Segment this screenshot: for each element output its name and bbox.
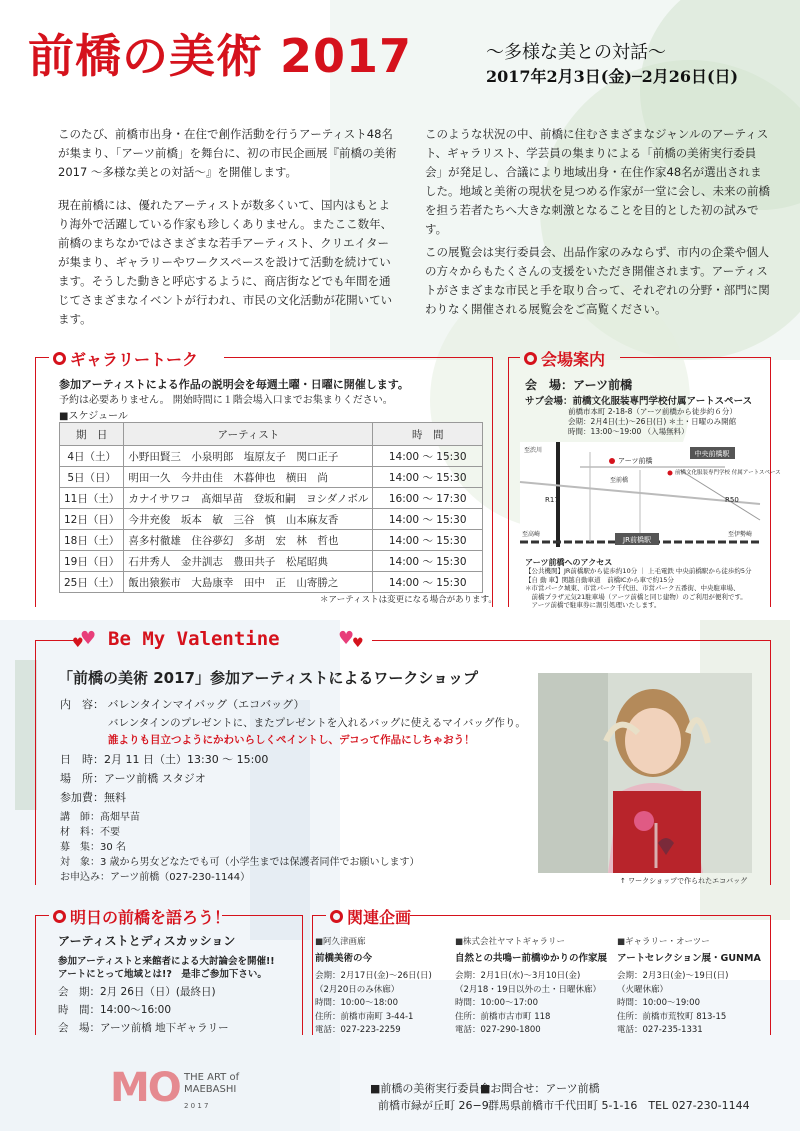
info-value: アーツ前橋 スタジオ [104,772,206,785]
map-label: JR前橋駅 [623,536,651,544]
table-cell-artists: 飯出猿猴市 大島康幸 田中 正 山寄勝之 [124,572,373,593]
logo: MO [110,1065,180,1111]
ring-icon [53,910,66,923]
related-name: アートセレクション展・GUNMA [617,953,761,964]
section-heading: 会場案内 [541,350,606,369]
heart-icon: ♥ [338,628,355,649]
table-row [60,530,483,551]
info-label: 時 間： [58,1004,100,1016]
contact-address: 群馬県前橋市千代田町 5-1-16 TEL 027-230-1144 [488,1099,750,1112]
organizer: ■前橋の美術実行委員会 [370,1082,491,1095]
related-line: 会期：2月17日(金)〜26日(日) [315,971,432,981]
table-cell-time: 14:00 〜 15:30 [373,551,483,572]
divider [410,915,770,916]
workshop-info [60,752,268,809]
table-row [60,488,483,509]
related-title [330,905,411,928]
ring-icon [524,352,537,365]
heart-icon: ♥ [80,628,97,649]
venue-line: 前橋市本町 2-18-8（アーツ前橋から徒歩約６分） [568,407,737,416]
discussion-info [58,984,229,1038]
heart-icon: ♥ [352,636,364,651]
logo-text [184,1072,239,1112]
intro-paragraph: この展覧会は実行委員会、出品作家のみならず、市内の企業や個人の方々からもたくさんの支援をいただき開催されます。アーティストがさまざまな市民と手を取り合って、それぞれの分野・部門に関わりなく開催される展覧会をご高覧ください。 [425,245,770,316]
schedule-footnote: ＊アーティストは変更になる場合があります。 [320,595,497,605]
page-subtitle: 〜多様な美との対話〜 [486,42,666,63]
column-header: 時 間 [373,423,483,446]
contact: ■お問合せ：アーツ前橋 [480,1082,600,1095]
table-cell-time: 14:00 〜 15:30 [373,446,483,467]
logo-year: 2 0 1 7 [184,1102,209,1110]
intro-paragraph: このたび、前橋市出身・在住で創作活動を行うアーティスト48名が集まり、「アーツ前橋」を舞台に、初の市民企画展『前橋の美術 2017 〜多様な美との対話〜』を開催します。 [58,127,397,179]
access-map[interactable] [520,442,781,554]
info-value: 無料 [104,791,126,804]
info-label: 会 期： [58,986,100,998]
table-header-row [60,423,483,446]
info-value: 14:00〜16:00 [100,1004,172,1016]
related-name: 前橋美術の今 [315,953,373,964]
access-title: アーツ前橋へのアクセス [525,558,613,567]
related-line: （2月18・19日以外の土・日曜休廊） [455,984,602,995]
divider [222,915,302,916]
table-cell-date: 11日（土） [60,488,124,509]
discussion-lead: 参加アーティストと来館者による大討論会を開催!! [58,956,275,967]
info-value: アーツ前橋 地下ギャラリー [100,1022,229,1034]
info-value: 髙畑早苗 [100,812,140,823]
venue-sub-details [568,407,737,437]
info-label: 講 師： [60,812,100,823]
divider [770,357,771,607]
heart-icon: ♥ [72,636,84,651]
map-label: R17 [545,496,559,504]
related-venue: ■株式会社ヤマトギャラリー [455,937,566,947]
table-row [60,551,483,572]
access-line: 【公共機関】JR前橋駅から徒歩約10分 ｜ 上毛電鉄 中央前橋駅から徒歩約5分 [525,567,752,575]
divider [35,915,49,916]
info-label: 募 集： [60,842,100,853]
gallery-talk-note: 予約は必要ありません。 開始時間に１階会場入口までお集まりください。 [59,395,393,406]
table-cell-time: 14:00 〜 15:30 [373,467,483,488]
section-heading: ギャラリートーク [70,350,199,369]
school-marker [668,471,673,476]
info-value: 2月 26日（日）(最終日) [100,986,216,998]
section-heading: 関連企画 [347,908,412,927]
page-title: 前橋の美術 2017 [28,29,413,83]
divider [508,357,520,358]
logo-line: MAEBASHI [184,1084,237,1095]
info-label: 参加費： [60,791,104,804]
venue-sub: サブ会場：前橋文化服装専門学校付属アートスペース [525,396,753,407]
table-cell-artists: 喜多村徹雄 住谷夢幻 多胡 宏 林 哲也 [124,530,373,551]
table-cell-date: 19日（日） [60,551,124,572]
column-header: 期 日 [60,423,124,446]
access-line: ＊市営パーク城東、市営パーク千代田、市営パーク五番街、中央駐車場、 [525,584,740,592]
divider [35,357,36,607]
organizer-address: 前橋市緑が丘町 26−9 [378,1099,489,1112]
related-venue: ■ギャラリー・オーツー [617,937,710,947]
divider [620,357,770,358]
info-label: 日 時： [60,753,104,766]
ring-icon [330,910,343,923]
map-label: 至伊勢崎 [728,531,753,538]
related-line: 会期：2月1日(水)〜3月10日(金) [455,971,581,981]
divider [372,640,770,641]
map-label: 至前橋 [610,477,629,484]
divider [35,640,75,641]
discussion-title [53,905,230,928]
info-label: 会 場： [58,1022,100,1034]
table-cell-date: 5日（日） [60,467,124,488]
related-line: 時間：10:00〜18:00 [315,998,398,1008]
related-line: 住所：前橋市荒牧町 813-15 [617,1011,727,1022]
workshop-headline: 「前橋の美術 2017」参加アーティストによるワークショップ [58,669,479,687]
valentine-banner: Be My Valentine [108,628,280,650]
table-cell-time: 14:00 〜 15:30 [373,509,483,530]
discussion-subtitle: アーティストとディスカッション [58,934,236,948]
table-cell-artists: 石井秀人 金井訓志 豊田共子 松尾昭典 [124,551,373,572]
related-line: 電話：027-235-1331 [617,1025,703,1035]
venue-line: 会期：2月4日(土)〜26日(日) ＊土・日曜のみ開館 [568,417,737,426]
workshop-content [60,697,304,713]
table-cell-date: 12日（日） [60,509,124,530]
schedule-body [60,446,483,593]
access-line: 【自 動 車】関越自動車道 前橋ICから車で約15分 [525,575,674,584]
info-label: 場 所： [60,772,104,785]
ring-icon [53,352,66,365]
info-label: 内 容： [60,698,104,711]
table-cell-artists: 今井充俊 坂本 敏 三谷 慎 山本麻友香 [124,509,373,530]
info-label: 対 象： [60,857,100,868]
info-value: 2月 11 日（土）13:30 〜 15:00 [104,753,269,766]
related-line: 時間：10:00〜19:00 [617,998,700,1008]
related-venue: ■阿久津画廊 [315,937,366,947]
discussion-lead: アートにとって地域とは!? 是非ご参加下さい。 [58,969,267,980]
table-row [60,467,483,488]
related-line: 会期：2月3日(金)〜19日(日) [617,971,729,981]
info-label: お申込み： [60,872,110,883]
divider [312,915,326,916]
workshop-desc: バレンタインのプレゼントに、またプレゼントを入れるバッグに使えるマイバッグ作り。 [108,717,526,729]
table-cell-date: 4日（土） [60,446,124,467]
map-label: 前橋文化服装専門学校 付属アートスペース [675,470,781,476]
map-label: R50 [725,496,739,504]
access-line: アーツ前橋で駐車券に割引処理いたします。 [525,601,661,609]
schedule-label: ■スケジュール [59,411,128,422]
venue-main: 会 場：アーツ前橋 [525,378,633,392]
photo-caption: ↑ ワークショップで作られたエコバッグ [620,877,748,885]
venue-title [524,347,605,370]
column-header: アーティスト [124,423,373,446]
divider [35,357,49,358]
related-name: 自然との共鳴ー前橋ゆかりの作家展 [455,953,608,964]
divider [770,640,771,885]
schedule-table [59,422,483,593]
table-cell-artists: 小野田賢三 小泉明郎 塩原友子 関口正子 [124,446,373,467]
table-cell-date: 18日（土） [60,530,124,551]
related-item [315,935,465,1038]
table-cell-time: 14:00 〜 15:30 [373,530,483,551]
divider [302,915,303,1035]
table-cell-artists: カナイサワコ 髙畑早苗 登坂和嗣 ヨシダノボル [124,488,373,509]
info-value: 3 歳から男女どなたでも可（小学生までは保護者同伴でお願いします） [100,857,420,868]
info-value: 不要 [100,827,120,838]
divider [224,357,492,358]
divider [35,915,36,1035]
intro-left [58,125,398,343]
related-item [617,935,767,1038]
divider [508,357,509,607]
info-value: 30 名 [100,842,126,853]
workshop-photo [538,673,752,873]
table-cell-artists: 明田一久 今井由佳 木暮伸也 横田 尚 [124,467,373,488]
info-value: バレンタインマイバッグ（エコバッグ） [107,698,305,711]
intro-paragraph: 現在前橋には、優れたアーティストが数多くいて、国内はもとより海外で活躍している作家も珍しくありません。またここ数年、前橋のまちなかではさまざまな若手アーティスト、クリエイターが集まり、ギャラリーやワークスペースを設けて活動を続けています。そうした動きと呼応するように、商店街などでも年間を通じてさまざまなイベントが行われ、市民の文化活動が花開いています。 [58,198,393,326]
venue-line: 時間：13:00〜19:00 （入場無料） [568,427,689,436]
girl-with-bag-illustration [538,673,752,873]
divider [312,915,313,1035]
gallery-talk-title [53,347,198,370]
gallery-talk-lead: 参加アーティストによる作品の説明会を毎週土曜・日曜に開催します。 [59,378,409,391]
table-cell-time: 16:00 〜 17:30 [373,488,483,509]
info-value: アーツ前橋（027-230-1144） [110,872,251,883]
divider [492,357,493,607]
workshop-info-2 [60,810,420,885]
map-label: 至高崎 [522,531,541,538]
related-line: 住所：前橋市南町 3-44-1 [315,1011,414,1022]
arts-marker [609,458,615,464]
related-line: 電話：027-290-1800 [455,1025,541,1035]
info-label: 材 料： [60,827,100,838]
related-line: 時間：10:00〜17:00 [455,998,538,1008]
intro-paragraph: このような状況の中、前橋に住むさまざまなジャンルのアーティスト、ギャラリスト、学芸員の集まりによる「前橋の美術実行委員会」が発足し、合議により地域出身・在住作家48名が選出されました。地域と美術の現状を見つめる作家が一堂に会し、未来の前橋を担う若者たちへ大きな刺激となることを目的とした初の試みです。 [425,127,770,236]
access-line: 前橋プラザ元気21駐車場（アーツ前橋と同じ建物）のご利用が便利です。 [525,592,747,601]
exhibition-dates: 2017年2月3日(金)─2月26日(日) [486,67,739,86]
related-line: 住所：前橋市古市町 118 [455,1011,551,1022]
related-line: 電話：027-223-2259 [315,1025,401,1035]
table-cell-date: 25日（土） [60,572,124,593]
map-label: 中央前橋駅 [694,450,730,458]
related-line: （火曜休廊） [617,984,669,995]
section-heading: 明日の前橋を語ろう！ [70,908,231,927]
logo-line: THE ART of [184,1072,240,1083]
related-item [455,935,608,1038]
divider [35,640,36,885]
map-label: 至渋川 [524,447,543,454]
access-details [525,567,752,610]
related-line: （2月20日のみ休廊） [315,984,400,995]
workshop-highlight: 誰よりも目立つようにかわいらしくペイントし、デコって作品にしちゃおう！ [108,734,475,746]
table-row [60,446,483,467]
table-row [60,572,483,593]
intro-right [425,125,770,333]
map-label: アーツ前橋 [618,457,653,465]
divider [770,915,771,1035]
table-row [60,509,483,530]
table-cell-time: 14:00 〜 15:30 [373,572,483,593]
